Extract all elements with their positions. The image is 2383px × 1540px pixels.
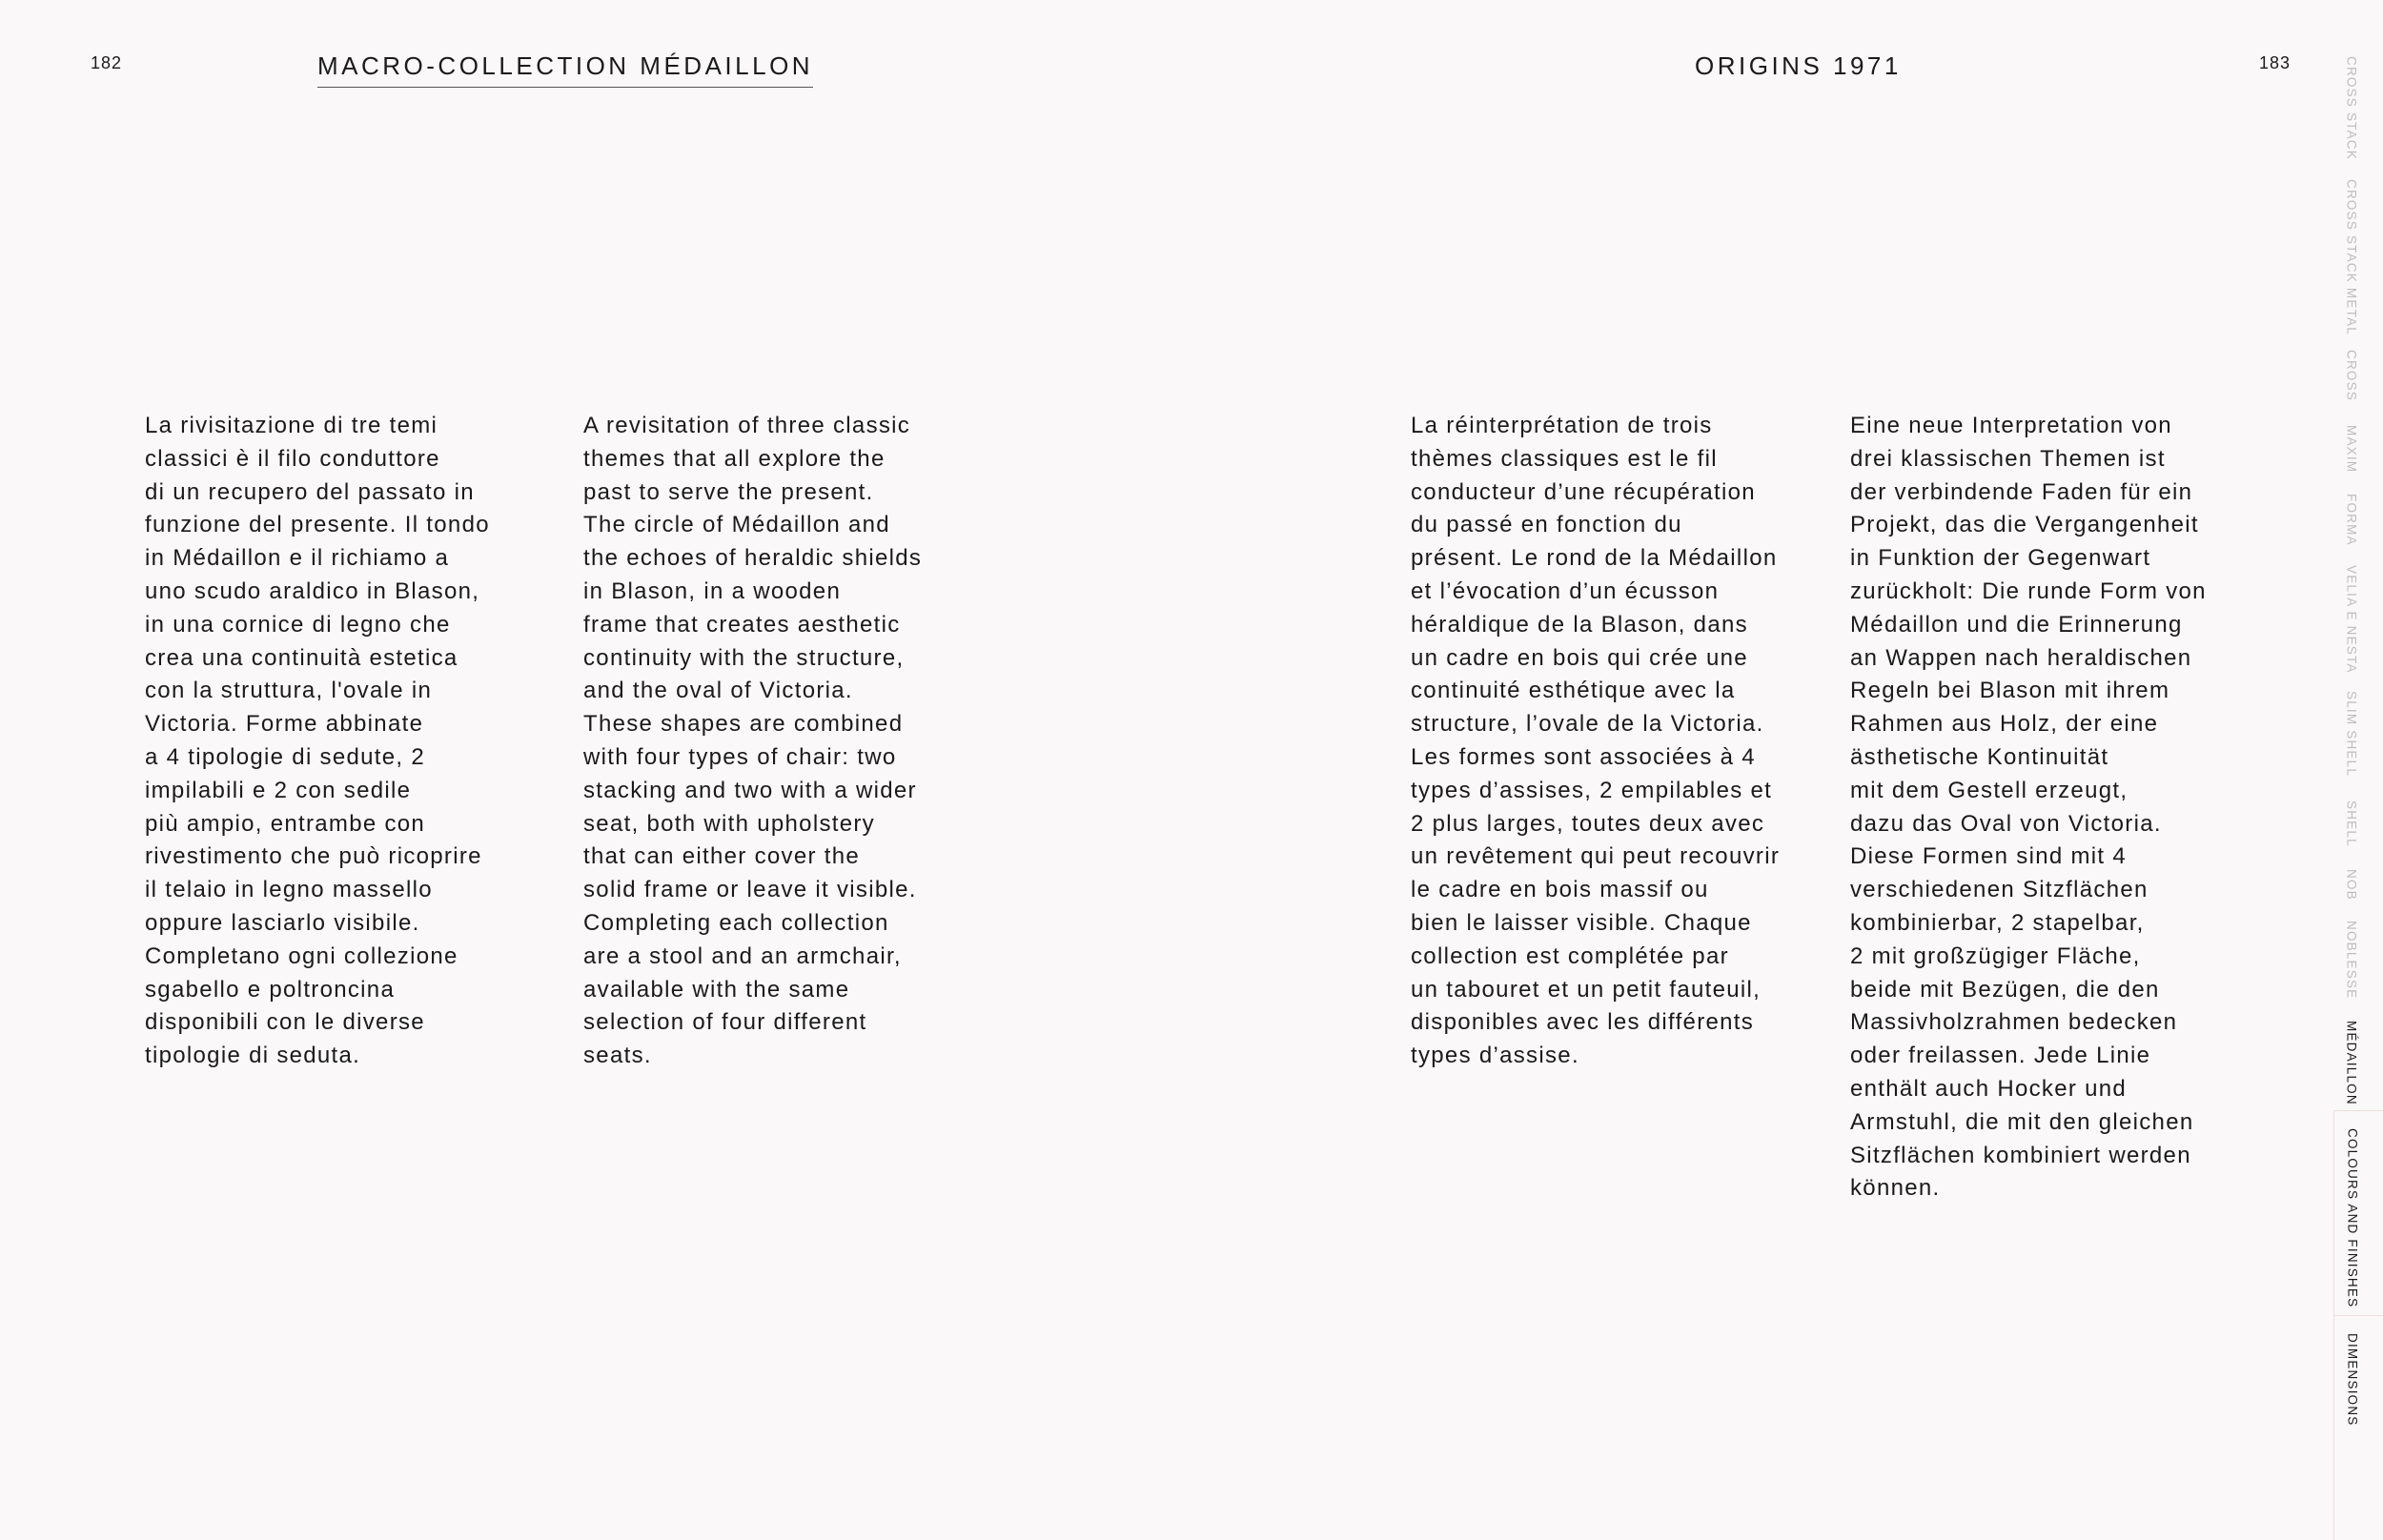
text-column-french (1411, 410, 1830, 1073)
text-line: in una cornice di legno che (145, 611, 451, 638)
text-line: drei klassischen Themen ist (1850, 445, 2166, 472)
text-line: Armstuhl, die mit den gleichen (1850, 1108, 2194, 1135)
text-line: mit dem Gestell erzeugt, (1850, 777, 2128, 803)
sidebar-item-maxim[interactable]: MAXIM (2344, 425, 2359, 474)
text-line: impilabili e 2 con sedile (145, 777, 412, 803)
text-line: oder freilassen. Jede Linie (1850, 1043, 2151, 1069)
right-page-header: ORIGINS 1971 (1695, 51, 1902, 80)
text-line: continuité esthétique avec la (1411, 678, 1736, 704)
text-line: sgabello e poltroncina (145, 976, 396, 1003)
text-line: un cadre en bois qui crée une (1411, 644, 1748, 671)
text-line: thèmes classiques est le fil (1411, 445, 1718, 472)
text-line: Completing each collection (583, 909, 889, 936)
text-line: disponibili con le diverse (145, 1009, 425, 1036)
text-line: stacking and two with a wider (583, 777, 917, 803)
text-line: héraldique de la Blason, dans (1411, 611, 1748, 638)
text-line: structure, l’ovale de la Victoria. (1411, 711, 1764, 738)
text-line: past to serve the present. (583, 478, 874, 505)
text-line: présent. Le rond de la Médaillon (1411, 545, 1778, 572)
text-line: A revisitation of three classic (583, 413, 911, 438)
sidebar-item-cross[interactable]: CROSS (2344, 350, 2359, 402)
text-line: and the oval of Victoria. (583, 678, 853, 704)
text-column-english (583, 410, 1003, 1073)
text-line: The circle of Médaillon and (583, 512, 890, 538)
text-line: frame that creates aesthetic (583, 611, 901, 638)
text-line: classici è il filo conduttore (145, 445, 440, 472)
text-line: tipologie di seduta. (145, 1043, 361, 1069)
text-line: 2 mit großzügiger Fläche, (1850, 942, 2141, 969)
text-line: können. (1850, 1175, 1941, 1202)
text-column-italian (145, 410, 564, 1073)
text-line: uno scudo araldico in Blason, (145, 578, 480, 604)
text-line: a 4 tipologie di sedute, 2 (145, 743, 425, 770)
text-line: zurückholt: Die runde Form von (1850, 578, 2207, 604)
text-line: un tabouret et un petit fauteuil, (1411, 976, 1762, 1003)
text-line: conducteur d’une récupération (1411, 478, 1756, 505)
page-number-left: 182 (91, 53, 123, 72)
text-line: bien le laisser visible. Chaque (1411, 909, 1752, 936)
text-line: seat, both with upholstery (583, 810, 875, 837)
page-number-right: 183 (2259, 53, 2291, 72)
text-line: solid frame or leave it visible. (583, 877, 917, 903)
text-line: seats. (583, 1043, 652, 1069)
text-line: crea una continuità estetica (145, 644, 458, 671)
sidebar-item-velia-e-nesta[interactable]: VELIA E NESTA (2344, 565, 2359, 674)
text-line: La rivisitazione di tre temi (145, 413, 438, 438)
text-line: con la struttura, l'ovale in (145, 678, 433, 704)
text-line: selection of four different (583, 1009, 867, 1036)
text-line: le cadre en bois massif ou (1411, 877, 1709, 903)
text-line: Victoria. Forme abbinate (145, 711, 424, 738)
text-line: themes that all explore the (583, 445, 886, 472)
text-line: available with the same (583, 976, 850, 1003)
tab-dimensions[interactable] (2333, 1315, 2383, 1540)
text-line: in Blason, in a wooden (583, 578, 842, 604)
text-line: disponibles avec les différents (1411, 1009, 1755, 1036)
sidebar-item-medaillon[interactable]: MÉDAILLON (2344, 1021, 2359, 1105)
text-line: the echoes of heraldic shields (583, 545, 923, 572)
text-line: in Médaillon e il richiamo a (145, 545, 450, 572)
text-line: Regeln bei Blason mit ihrem (1850, 678, 2170, 704)
sidebar-item-noblesse[interactable]: NOBLESSE (2344, 921, 2359, 1000)
text-line: Completano ogni collezione (145, 942, 458, 969)
text-line: dazu das Oval von Victoria. (1850, 810, 2162, 837)
text-line: types d’assises, 2 empilables et (1411, 777, 1773, 803)
text-line: rivestimento che può ricoprire (145, 843, 482, 870)
text-line: di un recupero del passato in (145, 478, 475, 505)
text-line: du passé en fonction du (1411, 512, 1682, 538)
sidebar-item-cross-stack[interactable]: CROSS STACK (2344, 56, 2359, 160)
text-line: Diese Formen sind mit 4 (1850, 843, 2127, 870)
sidebar-item-shell[interactable]: SHELL (2344, 800, 2359, 847)
text-line: der verbindende Faden für ein (1850, 478, 2193, 505)
text-line: Sitzflächen kombiniert werden (1850, 1142, 2191, 1168)
text-line: that can either cover the (583, 843, 860, 870)
text-line: an Wappen nach heraldischen (1850, 644, 2192, 671)
tab-label: COLOURS AND FINISHES (2345, 1128, 2360, 1308)
text-line: un revêtement qui peut recouvrir (1411, 843, 1781, 870)
sidebar-item-slim-shell[interactable]: SLIM SHELL (2344, 691, 2359, 778)
text-line: collection est complétée par (1411, 942, 1729, 969)
text-line: Rahmen aus Holz, der eine (1850, 711, 2159, 738)
text-column-german (1850, 410, 2270, 1206)
text-line: ästhetische Kontinuität (1850, 743, 2109, 770)
text-line: più ampio, entrambe con (145, 810, 426, 837)
left-page-header: MACRO-COLLECTION MÉDAILLON (317, 51, 813, 88)
text-line: with four types of chair: two (583, 743, 897, 770)
text-line: funzione del presente. Il tondo (145, 512, 490, 538)
sidebar-item-forma[interactable]: FORMA (2344, 494, 2359, 546)
text-line: beide mit Bezügen, die den (1850, 976, 2160, 1003)
text-line: types d’assise. (1411, 1043, 1579, 1069)
text-line: oppure lasciarlo visibile. (145, 909, 420, 936)
text-line: These shapes are combined (583, 711, 904, 738)
text-line: il telaio in legno massello (145, 877, 433, 903)
text-line: Projekt, das die Vergangenheit (1850, 512, 2199, 538)
tab-colours-and-finishes[interactable] (2333, 1110, 2383, 1316)
text-line: enthält auch Hocker und (1850, 1075, 2128, 1102)
text-line: 2 plus larges, toutes deux avec (1411, 810, 1765, 837)
text-line: kombinierbar, 2 stapelbar, (1850, 909, 2145, 936)
sidebar-item-nob[interactable]: NOB (2344, 869, 2359, 901)
text-line: Médaillon und die Erinnerung (1850, 611, 2183, 638)
text-line: et l’évocation d’un écusson (1411, 578, 1720, 604)
text-line: Les formes sont associées à 4 (1411, 743, 1756, 770)
text-line: Eine neue Interpretation von (1850, 413, 2172, 438)
text-line: in Funktion der Gegenwart (1850, 545, 2151, 572)
text-line: verschiedenen Sitzflächen (1850, 877, 2149, 903)
text-line: Massivholzrahmen bedecken (1850, 1009, 2178, 1036)
tab-label: DIMENSIONS (2345, 1333, 2360, 1427)
text-line: La réinterprétation de trois (1411, 413, 1713, 438)
text-line: continuity with the structure, (583, 644, 905, 671)
sidebar-item-cross-stack-metal[interactable]: CROSS STACK METAL (2344, 179, 2359, 335)
text-line: are a stool and an armchair, (583, 942, 902, 969)
